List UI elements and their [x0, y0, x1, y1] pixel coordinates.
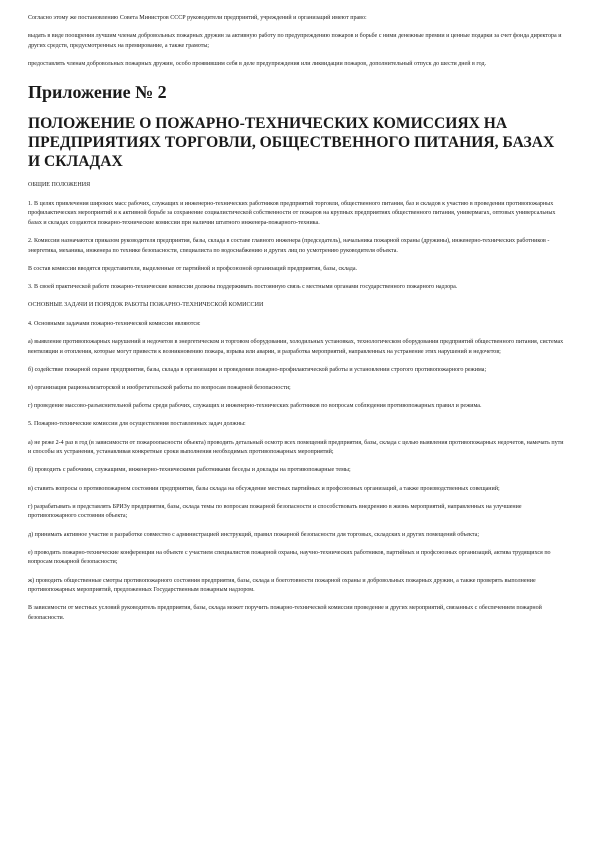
paragraph-5a: а) не реже 2-4 раз в год (в зависимости от пожароопасности объекта) проводить детальный осмотр всех помещений предприятия, базы, склада с целью выявления противопожарных недочетов, намечать пути и способы их устранения, устанавливая конкретные сроки выполнения необходимых противопожарных мероприятий; — [28, 439, 564, 456]
paragraph-3: 3. В своей практической работе пожарно-технические комиссии должны поддерживать постоянную связь с местными органами государственного пожарного надзора. — [28, 284, 458, 291]
intro-paragraph-1: Согласно этому же постановлению Совета Министров СССР руководители предприятий, учреждений и организаций имеют право: — [28, 15, 367, 21]
paragraph-4a: а) выявление противопожарных нарушений и недочетов в энергетическом и торговом оборудовании, холодильных установках, технологическом оборудовании предприятий общественного питания, системах вентиляции и отопления, которые могут привести к возникновению пожара, взрыва или аварии, и разработка мероприятий, направленных на устранение этих нарушений и недочетов; — [28, 339, 564, 355]
section-heading-tasks: ОСНОВНЫЕ ЗАДАЧИ И ПОРЯДОК РАБОТЫ ПОЖАРНО-ТЕХНИЧЕСКОЙ КОМИССИИ — [28, 302, 264, 309]
document-page — [28, 14, 564, 632]
paragraph-5e: е) проводить пожарно-технические конференции на объекте с участием специалистов пожарной охраны, научно-технических работников, партийных и профсоюзных организаций, актива трудящихся по вопросам пожарной безопасности; — [28, 549, 551, 566]
document-title: ПОЛОЖЕНИЕ О ПОЖАРНО-ТЕХНИЧЕСКИХ КОМИССИЯХ НА ПРЕДПРИЯТИЯХ ТОРГОВЛИ, ОБЩЕСТВЕННОГО ПИТАНИЯ, БАЗАХ И СКЛАДАХ — [28, 114, 555, 170]
paragraph-4v: в) организация рационализаторской и изобретательской работы по вопросам пожарной безопасности; — [28, 385, 291, 392]
paragraph-4g: г) проведение массово-разъяснительной работы среди рабочих, служащих и инженерно-технических работников по вопросам соблюдения противопожарных правил и режима. — [28, 403, 482, 410]
paragraph-5d: д) принимать активное участие в разработке совместно с администрацией инструкций, правил пожарной безопасности для торговых, складских и других помещений объекта; — [28, 531, 479, 538]
paragraph-5b: б) проводить с рабочими, служащими, инженерно-техническими работниками беседы и доклады на противопожарные темы; — [28, 467, 351, 474]
paragraph-4b: б) содействие пожарной охране предприятия, базы, склада в организации и проведении пожарно-профилактической работы и установлении строгого противопожарного режима; — [28, 366, 487, 373]
paragraph-5v: в) ставить вопросы о противопожарном состоянии предприятия, базы склада на обсуждение местных партийных и профсоюзных организаций, а также производственных совещаний; — [28, 485, 500, 492]
intro-paragraph-2: выдать в виде поощрения лучшим членам добровольных пожарных дружин за активную работу по предупреждению пожаров и борьбе с ними денежные премии и ценные подарки за счет фонда директора и других средств, предусмотренных на премирование, а также грамоты; — [28, 33, 562, 49]
paragraph-4: 4. Основными задачами пожарно-технической комиссии являются: — [28, 320, 201, 327]
section-heading-general: ОБЩИЕ ПОЛОЖЕНИЯ — [28, 182, 91, 189]
paragraph-2: 2. Комиссии назначаются приказом руководителя предприятия, базы, склада в составе главного инженера (председатель), начальника пожарной охраны (дружины), инженерно-технических работников - энергетика, механика, инженера по технике безопасности, специалиста по водоснабжению и других лиц по усмотрению руководителя объекта. — [28, 238, 550, 254]
paragraph-closing: В зависимости от местных условий руководитель предприятия, базы, склада может поручить пожарно-технической комиссии проведение и других мероприятий, связанных с обеспечением пожарной безопасности. — [28, 605, 542, 621]
paragraph-2-composition: В состав комиссии вводятся представители, выделенные от партийной и профсоюзной организаций предприятия, базы, склада. — [28, 265, 358, 272]
paragraph-5zh: ж) проводить общественные смотры противопожарного состояния предприятия, базы, склада и боеготовности пожарной охраны и добровольных пожарных дружин, а также проверять выполнение противопожарных мероприятий, предложенных Государственным пожарным надзором. — [28, 577, 536, 594]
paragraph-5: 5. Пожарно-технические комиссии для осуществления поставленных задач должны: — [28, 421, 246, 428]
paragraph-1: 1. В целях привлечения широких масс рабочих, служащих и инженерно-технических работников предприятий торговли, общественного питания, баз и складов к участию в проведении противопожарных профилактических мероприятий и к активной борьбе за сохранение социалистической собственности от пожаров на крупных предприятиях общественного питания, универмагах, оптовых универсальных базах и складах создаются пожарно-технические комиссии при наличии штатного инженера-пожарного-техника. — [28, 200, 556, 226]
intro-paragraph-3: предоставлять членам добровольных пожарных дружин, особо проявившим себя в деле предупреждения или ликвидации пожаров, дополнительный отпуск до шести дней в год. — [28, 60, 487, 67]
appendix-heading: Приложение № 2 — [28, 81, 167, 102]
paragraph-5g: г) разрабатывать и представлять БРИЗу предприятия, базы, склада темы по вопросам пожарной безопасности и способствовать внедрению в жизнь мероприятий, направленных на улучшение противопожарного состояния объекта; — [28, 503, 522, 520]
